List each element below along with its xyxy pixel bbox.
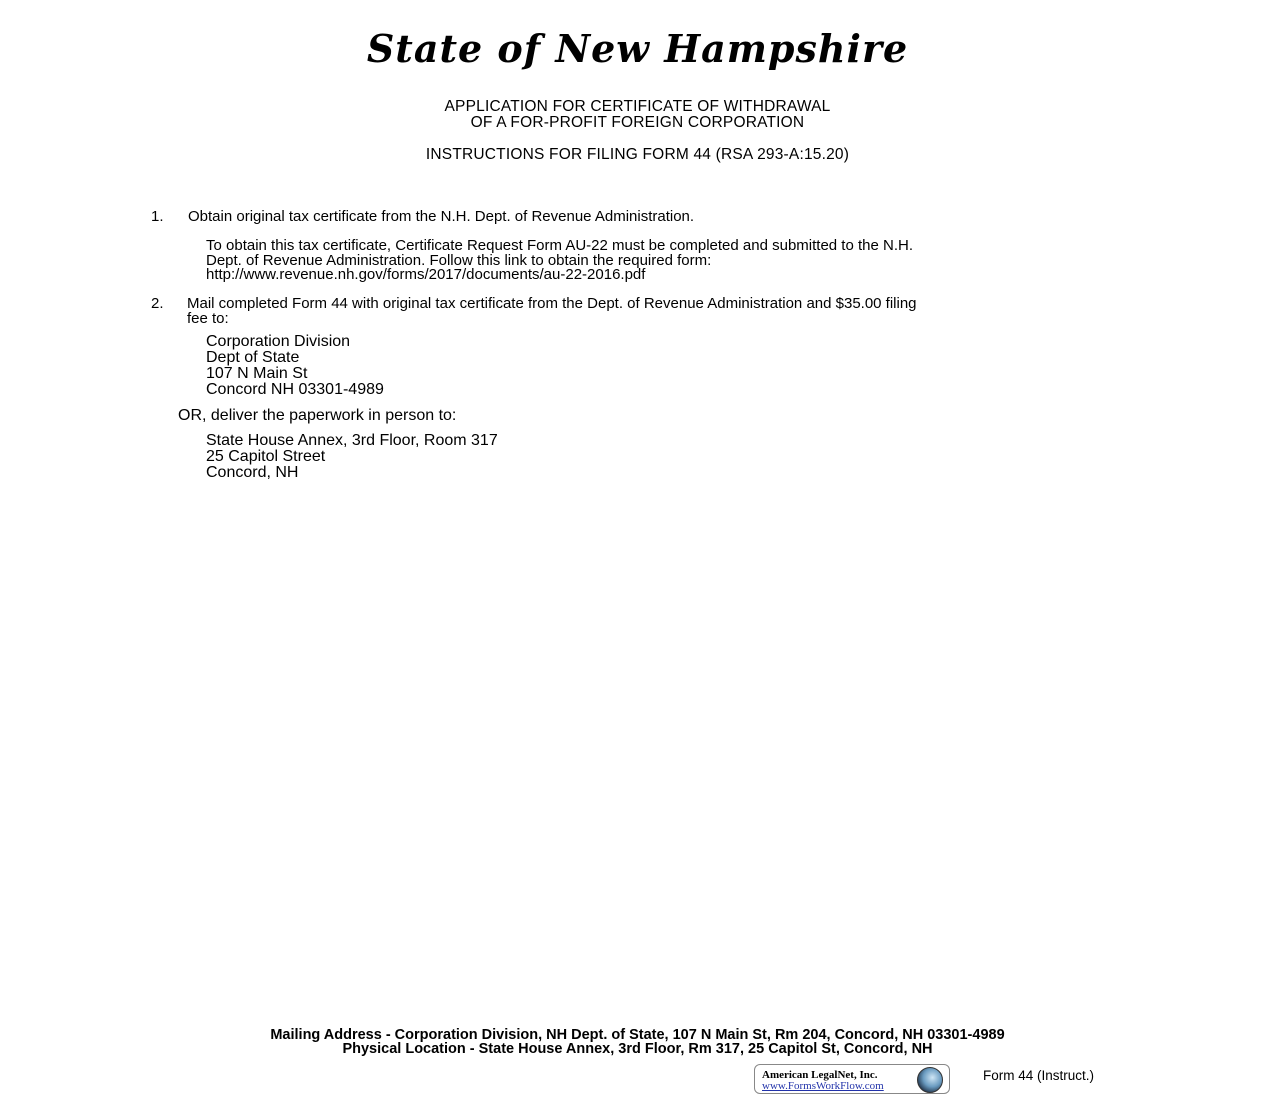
logo-company-name: American LegalNet, Inc. — [762, 1069, 878, 1081]
state-title: State of New Hampshire — [366, 26, 909, 71]
form-title-line2: OF A FOR-PROFIT FOREIGN CORPORATION — [470, 114, 805, 131]
footer-mailing-address: Mailing Address - Corporation Division, NH Dept. of State, 107 N Main St, Rm 204, Concord, NH 03301-4989 — [270, 1027, 1005, 1043]
instructions-title: INSTRUCTIONS FOR FILING FORM 44 (RSA 293-A:15.20) — [425, 146, 850, 163]
step-detail: Dept. of Revenue Administration. Follow this link to obtain the required form: — [206, 252, 712, 269]
american-legalnet-logo[interactable] — [754, 1064, 950, 1094]
step-number: 1. — [151, 208, 164, 225]
logo-url-link[interactable]: www.FormsWorkFlow.com — [762, 1080, 884, 1092]
step-detail: To obtain this tax certificate, Certificate Request Form AU-22 must be completed and submitted to the N.H. — [206, 237, 913, 254]
or-deliver-text: OR, deliver the paperwork in person to: — [178, 407, 457, 424]
form-identifier: Form 44 (Instruct.) — [983, 1068, 1095, 1083]
mail-address-line: Corporation Division — [206, 333, 351, 350]
step-text: fee to: — [187, 310, 229, 327]
mail-address-line: Concord NH 03301-4989 — [206, 381, 384, 398]
step-text: Mail completed Form 44 with original tax certificate from the Dept. of Revenue Administration and $35.00 filing — [187, 295, 917, 312]
deliver-address-line: State House Annex, 3rd Floor, Room 317 — [206, 432, 498, 449]
au22-form-link[interactable]: http://www.revenue.nh.gov/forms/2017/documents/au-22-2016.pdf — [206, 266, 646, 283]
deliver-address-line: Concord, NH — [206, 464, 299, 481]
footer-physical-location: Physical Location - State House Annex, 3rd Floor, Rm 317, 25 Capitol St, Concord, NH — [342, 1041, 933, 1057]
globe-icon — [917, 1067, 943, 1093]
mail-address-line: Dept of State — [206, 349, 300, 366]
step-text: Obtain original tax certificate from the N.H. Dept. of Revenue Administration. — [188, 208, 695, 225]
deliver-address-line: 25 Capitol Street — [206, 448, 326, 465]
mail-address-line: 107 N Main St — [206, 365, 308, 382]
form-title-line1: APPLICATION FOR CERTIFICATE OF WITHDRAWAL — [444, 98, 831, 115]
step-number: 2. — [151, 295, 164, 312]
